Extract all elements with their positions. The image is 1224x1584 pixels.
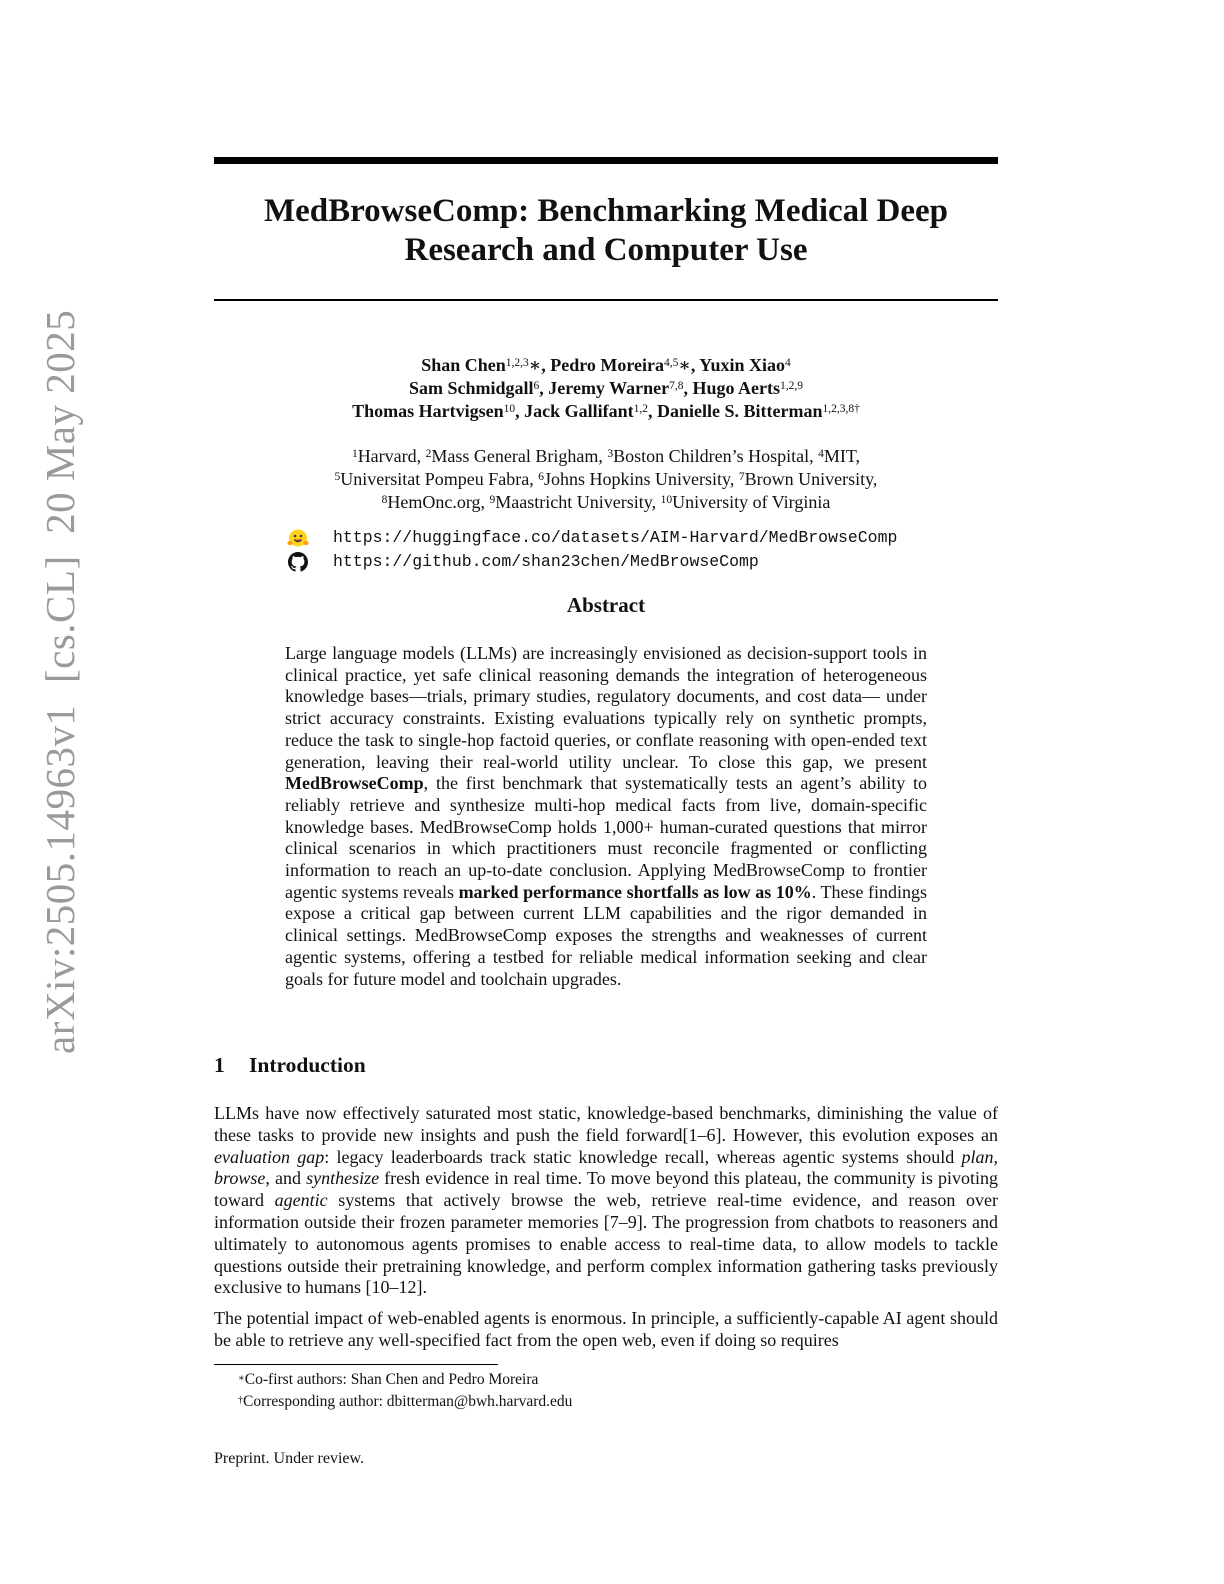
text-run: Harvard,: [357, 446, 426, 466]
superscript-run: 10: [503, 403, 516, 415]
title-top-rule: [214, 157, 998, 164]
text-run: systems that actively browse the web, retrieve real-time evidence, and reason over information outside their frozen parameter memories [7–9]. The progression from chatbots to reasoners and ultimately to autonomous agents promises to enable access to real-time data, to allow models to tackle questions outside their pretraining knowledge, and perform complex information gathering tasks previously exclusive to humans [10–12].: [214, 1190, 998, 1298]
text-run: ∗: [528, 355, 542, 375]
paper-title: [214, 192, 998, 270]
footnote-mark: †: [238, 1395, 243, 1406]
huggingface-icon: [285, 527, 311, 549]
abstract-heading: Abstract: [566, 593, 646, 617]
footnote-text: Co-first authors: Shan Chen and Pedro Moreira: [244, 1371, 539, 1388]
text-run: . These findings expose a critical gap between current LLM capabilities and the rigor demanded in clinical settings. MedBrowseComp exposes the strengths and weaknesses of current agentic systems, offering a testbed for reliable medical information seeking and clear goals for future model and toolchain upgrades.: [285, 881, 927, 989]
superscript-run: 8: [381, 494, 388, 506]
footnote-text: Corresponding author: dbitterman@bwh.harvard.edu: [243, 1393, 573, 1410]
text-run: Mass General Brigham,: [431, 446, 608, 466]
text-run: LLMs have now effectively saturated most static, knowledge-based benchmarks, diminishing the value of these tasks to provide new insights and push the field forward[1–6]. However, this evolution exposes an: [214, 1103, 998, 1145]
author-line: [214, 377, 998, 400]
footnotes: [238, 1369, 572, 1413]
bold-run: MedBrowseComp: [285, 773, 424, 794]
italic-run: browse: [214, 1168, 266, 1189]
superscript-run: 3: [607, 448, 614, 460]
text-run: ∗: [678, 355, 691, 375]
text-run: Boston Children’s Hospital,: [613, 446, 819, 466]
huggingface-link-row: [285, 526, 985, 550]
superscript-run: 10: [660, 494, 673, 506]
title-line-2: Research and Computer Use: [404, 232, 808, 268]
author-line: [214, 400, 998, 423]
superscript-run: 7,8: [669, 380, 684, 392]
italic-run: agentic: [274, 1190, 328, 1211]
superscript-run: 9: [489, 494, 496, 506]
author-list: [214, 354, 998, 423]
section-title: Introduction: [249, 1053, 366, 1077]
text-run: Maastricht University,: [495, 492, 661, 512]
text-run: The potential impact of web-enabled agents is enormous. In principle, a sufficiently-capable AI agent should be able to retrieve any well-specified fact from the open web, even if doing so requires: [214, 1308, 998, 1350]
superscript-run: 1,2,9: [779, 380, 803, 392]
text-run: Universitat Pompeu Fabra,: [340, 469, 539, 489]
text-run: ,: [993, 1146, 998, 1167]
text-run: MIT,: [823, 446, 861, 466]
title-line-1: MedBrowseComp: Benchmarking Medical Deep: [263, 193, 949, 229]
text-run: Sam Schmidgall: [409, 378, 534, 398]
superscript-run: 1,2: [633, 403, 649, 415]
resource-links: [285, 526, 985, 574]
text-run: Brown University,: [744, 469, 878, 489]
superscript-run: 6: [533, 380, 540, 392]
section-heading: [214, 1053, 366, 1078]
github-link-row: [285, 550, 985, 574]
text-run: HemOnc.org,: [387, 492, 490, 512]
arxiv-identifier: arXiv:2505.14963v1 [cs.CL] 20 May 2025: [37, 309, 83, 1054]
author-line: [214, 354, 998, 377]
superscript-run: 4: [785, 357, 791, 369]
affiliation-list: [214, 445, 998, 514]
text-run: University of Virginia: [672, 492, 831, 512]
footnote-rule: [214, 1364, 498, 1365]
italic-run: plan: [961, 1146, 994, 1167]
superscript-run: 2: [425, 448, 432, 460]
text-run: fresh evidence in real time. To move beyond this plateau, the community is pivoting toward: [214, 1168, 998, 1211]
italic-run: evaluation gap: [214, 1146, 325, 1167]
text-run: , Pedro Moreira: [541, 355, 664, 375]
text-run: , and: [265, 1168, 307, 1189]
footnote: [238, 1391, 572, 1413]
affiliation-line: [214, 491, 998, 514]
text-run: , Jack Gallifant: [515, 401, 634, 421]
huggingface-link[interactable]: https://huggingface.co/datasets/AIM-Harvard/MedBrowseComp: [333, 528, 898, 547]
text-run: , the first benchmark that systematically tests an agent’s ability to reliably retrieve and synthesize multi-hop medical facts from live, domain-specific knowledge bases. MedBrowseComp holds 1,000+ human-curated questions that mirror clinical scenarios in which practitioners must reconcile fragmented or conflicting information to reach an up-to-date conclusion. Applying MedBrowseComp to frontier agentic systems reveals: [285, 773, 927, 902]
footnote: [238, 1369, 572, 1391]
text-run: , Yuxin Xiao: [690, 355, 786, 375]
preprint-note: Preprint. Under review.: [214, 1450, 365, 1467]
section-number: 1: [214, 1053, 225, 1077]
superscript-run: 5: [334, 471, 341, 483]
text-run: , Hugo Aerts: [683, 378, 780, 398]
title-bottom-rule: [214, 299, 998, 301]
superscript-run: 1: [351, 448, 358, 460]
github-icon: [285, 551, 311, 573]
italic-run: synthesize: [306, 1168, 380, 1189]
superscript-run: 7: [738, 471, 745, 483]
superscript-run: 1,2,3,8†: [822, 403, 860, 415]
footnote-mark: ∗: [238, 1373, 245, 1384]
text-run: Johns Hopkins University,: [544, 469, 739, 489]
github-link[interactable]: https://github.com/shan23chen/MedBrowseComp: [333, 552, 759, 571]
abstract-body: [285, 643, 927, 990]
bold-run: marked performance shortfalls as low as 10%: [458, 881, 812, 902]
text-run: Thomas Hartvigsen: [352, 401, 504, 421]
superscript-run: 6: [538, 471, 545, 483]
text-run: : legacy leaderboards track static knowledge recall, whereas agentic systems should: [324, 1146, 962, 1167]
superscript-run: 4,5: [664, 357, 679, 369]
affiliation-line: [214, 468, 998, 491]
text-run: , Danielle S. Bitterman: [648, 401, 823, 421]
intro-paragraph-2: [214, 1308, 998, 1352]
affiliation-line: [214, 445, 998, 468]
text-run: Large language models (LLMs) are increasingly envisioned as decision-support tools in clinical practice, yet safe clinical reasoning demands the integration of heterogeneous knowledge bases—trials, primary studies, regulatory documents, and cost data— under strict accuracy constraints. Existing evaluations typically rely on synthetic prompts, reduce the task to single-hop factoid queries, or conflate reasoning with open-ended text generation, leaving their real-world utility unclear. To close this gap, we present: [285, 643, 927, 772]
intro-paragraph-1: [214, 1103, 998, 1299]
text-run: , Jeremy Warner: [539, 378, 670, 398]
superscript-run: 4: [818, 448, 824, 460]
text-run: Shan Chen: [421, 355, 506, 375]
superscript-run: 1,2,3: [505, 357, 529, 369]
